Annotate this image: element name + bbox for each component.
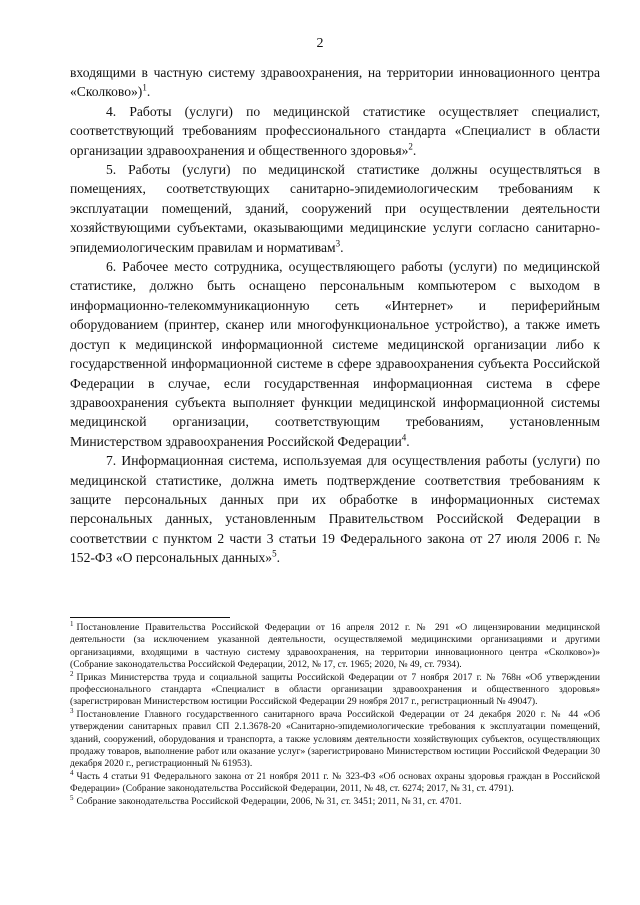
footnote-ref: 1 <box>142 82 147 93</box>
footnote: $^1$ Постановление Правительства Российской Федерации от 16 апреля 2012 г. № 291 «О лицензировании медицинской деятельности (за исключением указанной деятельности, осуществляемой медицинскими организациями и другими организациями, входящими в частную систему здравоохранения, на территории инновационного центра «Сколково»)» (Собрание законодательства Российской Федерации, 2012, № 17, ст. 1965; 2020, № 49, ст. 7934). <box>70 619 600 670</box>
footnote: $^5$ Собрание законодательства Российской Федерации, 2006, № 31, ст. 3451; 2011, № 31, ст. 4701. <box>70 793 462 808</box>
paragraph-7: 7. Информационная система, используемая для осуществления работы (услуги) по медицинской статистике, должна иметь подтверждение соответствия требованиям к защите персональных данных при их обработке в информационных системах персональных данных, установленным Правительством Российской Федерации в соответствии с пунктом 2 части 3 статьи 19 Федерального закона от 27 июля 2006 г. № 152-ФЗ «О персональных данных»$^5$. <box>70 453 600 566</box>
footnote-mark: 4 <box>70 768 74 777</box>
footnotes <box>70 619 600 809</box>
footnote-ref: 2 <box>408 141 413 152</box>
page-number: 2 <box>316 36 324 51</box>
footnote-mark: 3 <box>70 706 74 715</box>
main-text <box>70 63 600 568</box>
footnote-mark: 1 <box>70 619 74 628</box>
footnote-ref: 5 <box>272 548 277 559</box>
paragraph-continuation: входящими в частную систему здравоохранения, на территории инновационного центра «Сколково»)$^1$. <box>70 65 600 100</box>
paragraph-4: 4. Работы (услуги) по медицинской статистике осуществляет специалист, соответствующий требованиям профессионального стандарта «Специалист в области организации здравоохранения и общественного здоровья»$^2$. <box>70 103 600 158</box>
paragraph-5: 5. Работы (услуги) по медицинской статистике должны осуществляться в помещениях, соответствующих санитарно-эпидемиологическим требованиям к эксплуатации помещений, зданий, сооружений при осуществлении деятельности хозяйствующими субъектами, оказывающими медицинские услуги согласно санитарно-эпидемиологическим правилам и нормативам$^3$. <box>70 162 600 255</box>
footnote: $^3$ Постановление Главного государственного санитарного врача Российской Федерации от 24 декабря 2020 г. № 44 «Об утверждении санитарных правил СП 2.1.3678-20 «Санитарно-эпидемиологические требования к эксплуатации помещений, зданий, сооружений, оборудования и транспорта, а также условиям деятельности хозяйствующих субъектов, осуществляющих продажу товаров, выполнение работ или оказание услуг» (зарегистрировано Министерством юстиции Российской Федерации 30 декабря 2020 г., регистрационный № 61953). <box>70 706 600 770</box>
footnote: $^4$ Часть 4 статьи 91 Федерального закона от 21 ноября 2011 г. № 323-ФЗ «Об основах охраны здоровья граждан в Российской Федерации» (Собрание законодательства Российской Федерации, 2011, № 48, ст. 6274; 2017, № 31, ст. 4791). <box>70 768 600 795</box>
footnote-ref: 4 <box>401 432 407 443</box>
footnote-divider <box>70 617 230 618</box>
footnote-ref: 3 <box>335 238 341 249</box>
paragraph-6: 6. Рабочее место сотрудника, осуществляющего работы (услуги) по медицинской статистике, должно быть оснащено персональным компьютером с выходом в информационно-телекоммуникационную сеть «Интернет» и периферийным оборудованием (принтер, сканер или многофункциональное устройство), а также иметь доступ к медицинской информационной системе медицинской организации либо к государственной информационной системе в сфере здравоохранения субъекта Российской Федерации в случае, если государственная информационная система в сфере здравоохранения субъекта выполняет функции медицинской информационной системы медицинской организации, соответствующим требованиям, установленным Министерством здравоохранения Российской Федерации$^4$. <box>70 259 600 449</box>
footnote-mark: 5 <box>70 793 74 802</box>
footnote: $^2$ Приказ Министерства труда и социальной защиты Российской Федерации от 7 ноября 2017 г. № 768н «Об утверждении профессионального стандарта «Специалист в области организации здравоохранения и общественного здоровья» (зарегистрирован Министерством юстиции Российской Федерации 29 ноября 2017 г., регистрационный № 49047). <box>70 669 600 708</box>
footnote-mark: 2 <box>70 669 74 678</box>
